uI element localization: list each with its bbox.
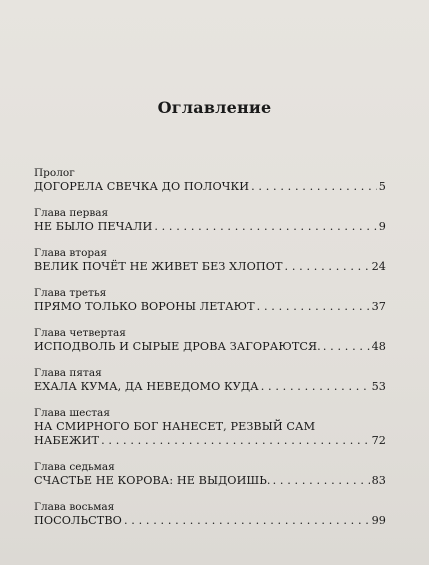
chapter-title: СЧАСТЬЕ НЕ КОРОВА: НЕ ВЫДОИШЬ.: [34, 474, 271, 487]
toc-line: [34, 300, 386, 314]
chapter-title: ПОСОЛЬСТВО: [34, 514, 122, 527]
chapter-title: ЕХАЛА КУМА, ДА НЕВЕДОМО КУДА: [34, 380, 259, 393]
toc-entry: [34, 207, 386, 234]
chapter-label: Глава пятая: [34, 367, 102, 379]
toc-line: [34, 180, 386, 194]
page-title: Оглавление: [157, 98, 272, 117]
toc-line: [34, 340, 386, 354]
dot-leader: [257, 300, 370, 314]
table-of-contents: [34, 167, 386, 541]
page-number: 83: [371, 474, 386, 487]
chapter-title: ИСПОДВОЛЬ И СЫРЫЕ ДРОВА ЗАГОРАЮТСЯ.: [34, 340, 321, 353]
chapter-title: ПРЯМО ТОЛЬКО ВОРОНЫ ЛЕТАЮТ: [34, 300, 255, 313]
page-number: 37: [371, 300, 386, 313]
dot-leader: [261, 380, 370, 394]
page-number: 48: [371, 340, 386, 353]
chapter-title: НЕ БЫЛО ПЕЧАЛИ: [34, 220, 153, 233]
dot-leader: [154, 220, 376, 234]
page-number: 9: [378, 220, 386, 233]
dot-leader: [124, 514, 370, 528]
chapter-title-line1: НА СМИРНОГО БОГ НАНЕСЕТ, РЕЗВЫЙ САМ: [34, 420, 316, 433]
dot-leader: [101, 434, 369, 448]
toc-entry: [34, 327, 386, 354]
toc-line: [34, 514, 386, 528]
chapter-label: Глава седьмая: [34, 461, 115, 473]
dot-leader: [273, 474, 370, 488]
page-number: 5: [378, 180, 386, 193]
toc-entry: [34, 461, 386, 488]
toc-line: [34, 380, 386, 394]
toc-line: [34, 220, 386, 234]
toc-line: [34, 260, 386, 274]
page-number: 99: [371, 514, 386, 527]
chapter-label: Глава четвертая: [34, 327, 126, 339]
toc-entry: [34, 367, 386, 394]
dot-leader: [285, 260, 370, 274]
toc-entry: [34, 167, 386, 194]
chapter-label: Пролог: [34, 167, 75, 179]
chapter-label: Глава шестая: [34, 407, 110, 419]
chapter-label: Глава третья: [34, 287, 107, 299]
toc-entry: [34, 501, 386, 528]
chapter-title: ДОГОРЕЛА СВЕЧКА ДО ПОЛОЧКИ: [34, 180, 250, 193]
toc-entry: [34, 247, 386, 274]
page-number: 72: [371, 434, 386, 447]
toc-line: [34, 434, 386, 448]
dot-leader: [323, 340, 370, 354]
toc-entry: [34, 287, 386, 314]
dot-leader: [251, 180, 377, 194]
toc-entry: [34, 407, 386, 448]
chapter-label: Глава вторая: [34, 247, 108, 259]
chapter-label: Глава первая: [34, 207, 109, 219]
chapter-title-line2: НАБЕЖИТ: [34, 434, 100, 447]
chapter-title: ВЕЛИК ПОЧЁТ НЕ ЖИВЕТ БЕЗ ХЛОПОТ: [34, 260, 283, 273]
page-number: 24: [371, 260, 386, 273]
chapter-label: Глава восьмая: [34, 501, 115, 513]
toc-line: [34, 474, 386, 488]
page-number: 53: [371, 380, 386, 393]
